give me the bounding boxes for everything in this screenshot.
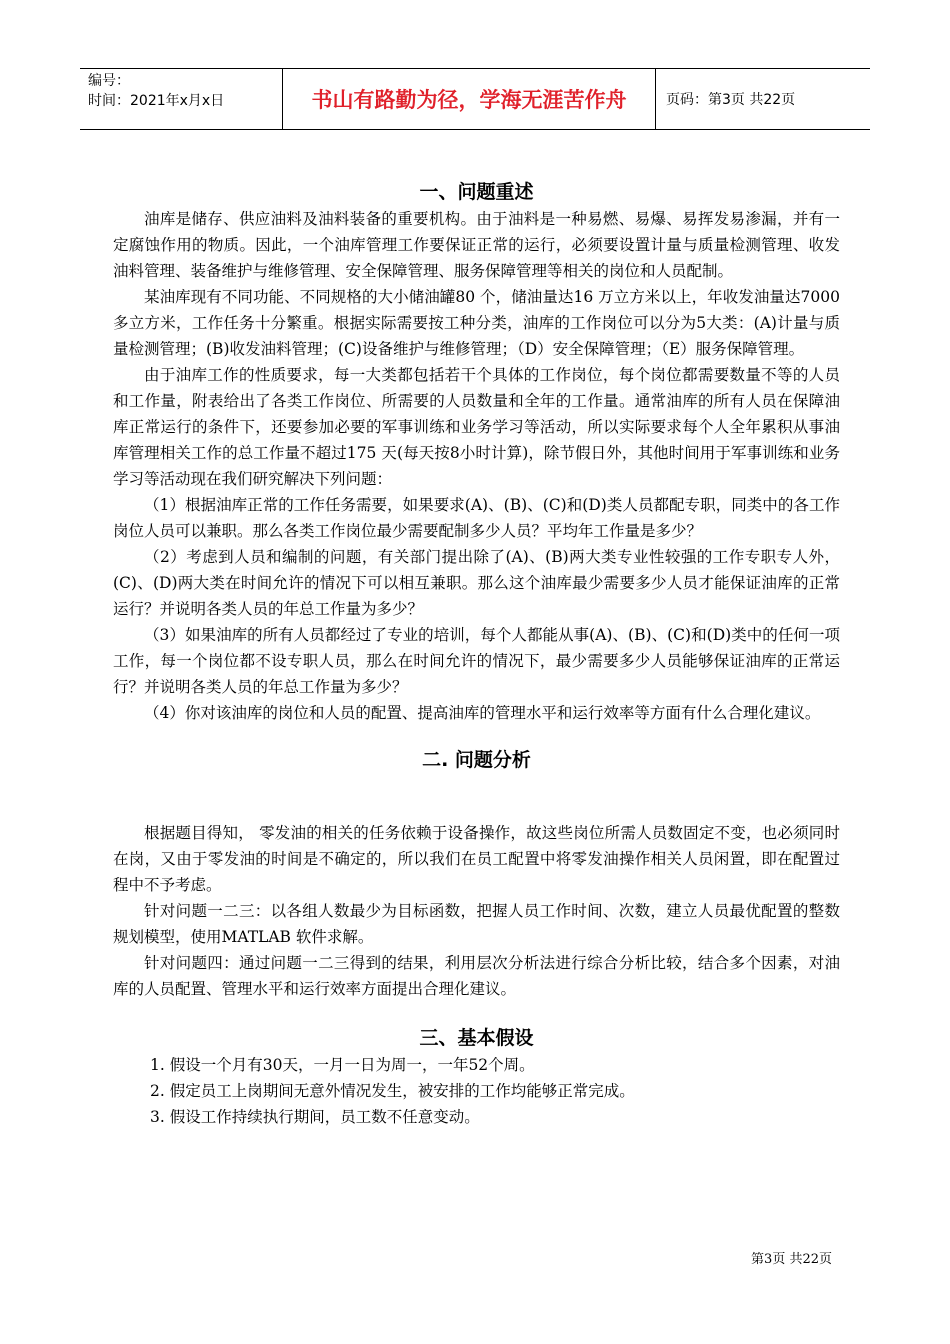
section-title-assumptions: 三、基本假设 xyxy=(419,1027,534,1049)
list-item: 3. 假设工作持续执行期间，员工数不任意变动。 xyxy=(150,1108,480,1126)
header-meta xyxy=(88,71,224,111)
paragraph: 某油库现有不同功能、不同规格的大小储油罐80 个，储油量达16 万立方米以上，年收发油量达7000 多立方米，工作任务十分繁重。根据实际需要按工种分类，油库的工作岗位可以分为5大类：(A)计量与质量检测管理；(B)收发油料管理；(C)设备维护与维修管理；（D）安全保障管理；（E）服务保障管理。 xyxy=(113,288,840,358)
paragraph: 油库是储存、供应油料及油料装备的重要机构。由于油料是一种易燃、易爆、易挥发易渗漏，并有一定腐蚀作用的物质。因此，一个油库管理工作要保证正常的运行，必须要设置计量与质量检测管理、收发油料管理、装备维护与维修管理、安全保障管理、服务保障管理等相关的岗位和人员配制。 xyxy=(113,210,840,280)
section-title-problem-restatement: 一、问题重述 xyxy=(419,181,534,203)
paragraph: 根据题目得知， 零发油的相关的任务依赖于设备操作，故这些岗位所需人员数固定不变，也必须同时在岗，又由于零发油的时间是不确定的，所以我们在员工配置中将零发油操作相关人员闲置，即在配置过程中不予考虑。 xyxy=(113,824,840,894)
paragraph: 针对问题一二三：以各组人数最少为目标函数，把握人员工作时间、次数，建立人员最优配置的整数规划模型，使用MATLAB 软件求解。 xyxy=(113,902,840,946)
document-body xyxy=(113,178,840,1130)
header-motto: 书山有路勤为径，学海无涯苦作舟 xyxy=(311,88,627,112)
paragraph: 针对问题四：通过问题一二三得到的结果，利用层次分析法进行综合分析比较，结合多个因素，对油库的人员配置、管理水平和运行效率方面提出合理化建议。 xyxy=(113,954,840,998)
question-4: （4）你对该油库的岗位和人员的配置、提高油库的管理水平和运行效率等方面有什么合理化建议。 xyxy=(144,704,821,722)
assumption-list xyxy=(113,1052,840,1130)
paragraph: 由于油库工作的性质要求，每一大类都包括若干个具体的工作岗位，每个岗位都需要数量不等的人员和工作量，附表给出了各类工作岗位、所需要的人员数量和全年的工作量。通常油库的所有人员在保障油库正常运行的条件下，还要参加必要的军事训练和业务学习等活动，所以实际要求每个人全年累积从事油库管理相关工作的总工作量不超过175 天(每天按8小时计算)，除节假日外，其他时间用于军事训练和业务学习等活动现在我们研究解决下列问题： xyxy=(113,366,840,488)
header-time: 时间：2021年x月x日 xyxy=(88,93,225,109)
question-3: （3）如果油库的所有人员都经过了专业的培训，每个人都能从事(A)、(B)、(C)和(D)类中的任何一项工作，每一个岗位都不设专职人员，那么在时间允许的情况下，最少需要多少人员能够保证油库的正常运行？并说明各类人员的年总工作量为多少？ xyxy=(113,626,840,696)
header-number: 编号： xyxy=(88,73,130,89)
section-title-problem-analysis: 二. 问题分析 xyxy=(422,749,531,771)
page-header xyxy=(80,68,870,130)
page-footer: 第3页 共22页 xyxy=(751,1252,832,1267)
list-item: 1. 假设一个月有30天，一月一日为周一，一年52个周。 xyxy=(150,1056,535,1074)
list-item: 2. 假定员工上岗期间无意外情况发生，被安排的工作均能够正常完成。 xyxy=(150,1082,635,1100)
header-divider xyxy=(655,69,656,129)
question-1: （1）根据油库正常的工作任务需要，如果要求(A)、(B)、(C)和(D)类人员都配专职，同类中的各工作岗位人员可以兼职。那么各类工作岗位最少需要配制多少人员？平均年工作量是多少？ xyxy=(113,496,840,540)
question-2: （2）考虑到人员和编制的问题，有关部门提出除了(A)、(B)两大类专业性较强的工作专职专人外，(C)、(D)两大类在时间允许的情况下可以相互兼职。那么这个油库最少需要多少人员才能保证油库的正常运行？并说明各类人员的年总工作量为多少？ xyxy=(113,548,840,618)
header-page: 页码：第3页 共22页 xyxy=(666,92,796,108)
